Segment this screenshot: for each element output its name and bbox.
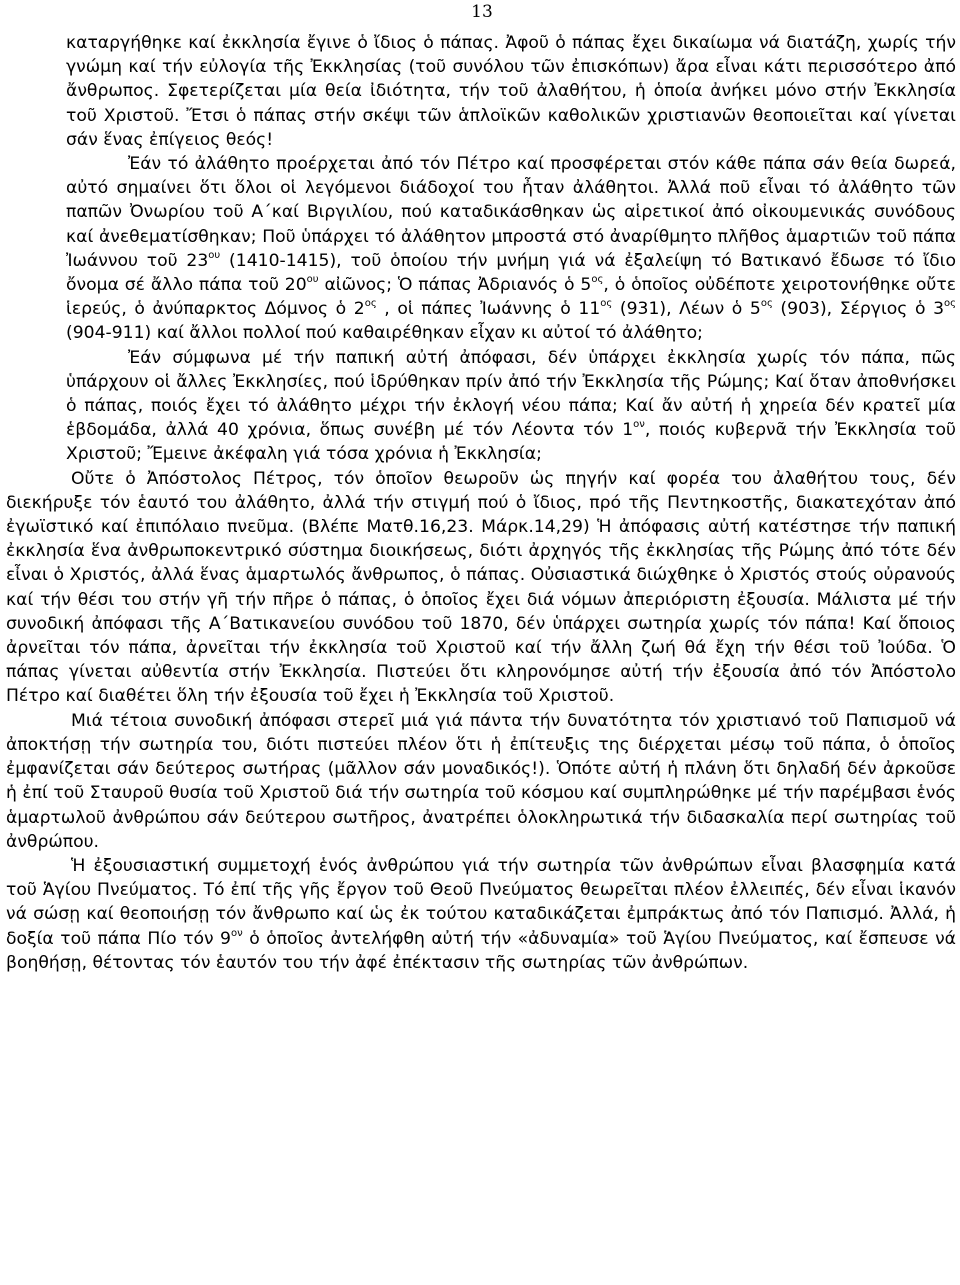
paragraph-6 (6, 854, 956, 975)
paragraph-3 (66, 346, 956, 467)
ordinal-superscript: ου (306, 274, 319, 286)
paragraph-2-text: , ὁ ὁποῖος οὐδέποτε χειροτονήθηκε οὔτε ἱερεύς, ὁ ἀνύπαρκτος Δόμνος ὁ 2 (66, 275, 957, 320)
ordinal-superscript: ον (231, 927, 243, 939)
ordinal-superscript: ος (364, 298, 377, 310)
paragraph-4 (6, 467, 956, 709)
paragraph-2-text: αἰῶνος; Ὁ πάπας Ἀδριανός ὁ 5 (318, 275, 592, 296)
paragraph-5 (6, 709, 956, 854)
document-body (6, 31, 956, 975)
paragraph-3-text: Ἐάν σύμφωνα μέ τήν παπική αὐτή ἀπόφασι, δέν ὑπάρχει ἐκκλησία χωρίς τόν πάπα, πῶς ὑπάρχουν οἱ ἄλλες Ἐκκλησίες, πού ἱδρύθηκαν πρίν ἀπό τήν Ἐκκλησία τῆς Ρώμης; Καί ὅταν ἀποθνήσκει ὁ πάπας, ποιός ἔχει τό ἀλάθητο μέχρι τήν ἐκλογή νέου πάπα; Καί ἄν αὐτή ἡ χηρεία δέν κρατεῖ μία ἑβδομάδα, ἀλλά 40 χρόνια, ὅπως συνέβη μέ τόν Λέοντα τόν 1 (66, 347, 956, 441)
paragraph-1-text: καταργήθηκε καί ἐκκλησία ἔγινε ὁ ἴδιος ὁ πάπας. Ἀφοῦ ὁ πάπας ἔχει δικαίωμα νά διατάζη, χωρίς τήν γνώμη καί τήν εὐλογία τῆς Ἐκκλησίας (τοῦ συνόλου τῶν ἐπισκόπων) ἄρα εἶναι κάτι περισσότερο ἀπό ἄνθρωπος. Σφετερίζεται μία θεία ἰδιότητα, τήν τοῦ ἀλαθήτου, ἡ ὁποία ἀνήκει μόνο στήν Ἐκκλησία τοῦ Χριστοῦ. Ἔτσι ὁ πάπας στήν σκέψι τῶν ἁπλοϊκῶν καθολικῶν χριστιανῶν θεοποιεῖται καί γίνεται σάν ἕνας ἐπίγειος θεός! (66, 33, 956, 150)
paragraph-2-text: (904-911) καί ἄλλοι πολλοί πού καθαιρέθηκαν εἶχαν κι αὐτοί τό ἀλάθητο; (66, 323, 703, 344)
ordinal-superscript: ος (600, 298, 613, 310)
paragraph-5-text: Μιά τέτοια συνοδική ἀπόφασι στερεῖ μιά γιά πάντα τήν δυνατότητα τόν χριστιανό τοῦ Παπισμοῦ νά ἀποκτήσῃ τήν σωτηρία του, διότι πιστεύει πλέον ὅτι ἡ ἐπίτευξις της διέρχεται μέσῳ τοῦ πάπα, ὁ ὁποῖος ἐμφανίζεται σάν δεύτερος σωτήρας (μᾶλλον σάν μοναδικός!). Ὁπότε αὐτή ἡ πλάνη ὅτι δηλαδή δέν ἀρκοῦσε ἡ ἐπί τοῦ Σταυροῦ θυσία τοῦ Χριστοῦ διά τήν σωτηρία τοῦ κόσμου καί συμπληρώθηκε μέ τήν παρέμβασι ἑνός ἁμαρτωλοῦ ἀνθρώπου σάν δεύτερου σωτῆρος, ἀνατρέπει ὁλοκληρωτικά τήν διδασκαλία περί σωτηρίας τοῦ ἀνθρώπου. (6, 710, 956, 852)
paragraph-2-text: Ἐάν τό ἀλάθητο προέρχεται ἀπό τόν Πέτρο καί προσφέρεται στόν κάθε πάπα σάν θεία δωρεά, αὐτό σημαίνει ὅτι ὅλοι οἱ λεγόμενοι διάδοχοί του ἦταν ἀλάθητοι. Ἀλλά ποῦ εἶναι τό ἀλάθητο τῶν παπῶν Ὀνωρίου τοῦ Α΄καί Βιργιλίου, πού καταδικάσθηκαν ὡς αἱρετικοί ἀπό οἰκουμενικάς συνόδους καί ἀνεθεματίσθηκαν; Ποῦ ὑπάρχει τό ἀλάθητον μπροστά στό ἀναρίθμητο πλῆθος ἁμαρτιῶν τοῦ πάπα Ἰωάννου τοῦ 23 (66, 154, 956, 271)
paragraph-2-text: , οἱ πάπες Ἰωάννης ὁ 11 (376, 299, 601, 320)
paragraph-2-text: (903), Σέργιος ὁ 3 (772, 299, 944, 320)
ordinal-superscript: ος (944, 298, 956, 310)
ordinal-superscript: ον (633, 419, 645, 431)
paragraph-1 (66, 31, 956, 152)
paragraph-6-text: Ἡ ἐξουσιαστική συμμετοχή ἑνός ἀνθρώπου γιά τήν σωτηρία τῶν ἀνθρώπων εἶναι βλασφημία κατά τοῦ Ἁγίου Πνεύματος. Τό ἐπί τῆς γῆς ἔργον τοῦ Θεοῦ Πνεύματος θεωρεῖται πλέον ἐλλειπές, δέν εἶναι ἱκανόν νά σώσῃ καί θεοποιήσῃ τόν ἄνθρωπο καί ὡς ἐκ τούτου καταδικάζεται ἐμπράκτως ἀπό τόν Παπισμό. Ἀλλά, ἡ δοξία τοῦ πάπα Πίο τόν 9 (6, 855, 956, 949)
paragraph-2-text: (931), Λέων ὁ 5 (612, 299, 761, 320)
paragraph-3-text: , ποιός κυβερνᾶ τήν Ἐκκλησία τοῦ Χριστοῦ; Ἔμεινε ἀκέφαλη γιά τόσα χρόνια ἡ Ἐκκλησία; (66, 420, 956, 465)
paragraph-2 (66, 152, 956, 346)
ordinal-superscript: ου (208, 249, 221, 261)
paragraph-6-text: ὁ ὁποῖος ἀντελήφθη αὐτή τήν «ἀδυναμία» τοῦ Ἁγίου Πνεύματος, καί ἔσπευσε νά βοηθήσῃ, θέτοντας τόν ἑαυτόν του τήν ἀφέ ἐπέκτασιν τῆς σωτηρίας τῶν ἀνθρώπων. (6, 928, 956, 973)
ordinal-superscript: ος (591, 274, 604, 286)
page-number: 13 (471, 2, 493, 22)
paragraph-2-text: (1410-1415), τοῦ ὁποίου τήν μνήμη γιά νά ἐξαλείψη τό Βατικανό ἔδωσε τό ἴδιο ὄνομα σέ ἄλλο πάπα τοῦ 20 (66, 250, 956, 296)
paragraph-4-text: Οὔτε ὁ Ἀπόστολος Πέτρος, τόν ὁποῖον θεωροῦν ὡς πηγήν καί φορέα του ἀλαθήτου τους, δέν διεκήρυξε τόν ἑαυτό του ἀλάθητο, ἀλλά τήν στιγμή πού ὁ ἴδιος, πρό τῆς Πεντηκοστῆς, διακατεχόταν ἀπό ἐγωϊστικό καί ἐπιπόλαιο πνεῦμα. (Βλέπε Ματθ.16,23. Μάρκ.14,29) Ἡ ἀπόφασις αὐτή κατέστησε τήν παπική ἐκκλησία ἕνα ἀνθρωποκεντρικό σύστημα διοικήσεως, διότι ἀρχηγός τῆς ἐκκλησίας τῆς Ρώμης ἀπό τότε δέν εἶναι ὁ Χριστός, ἀλλά ἕνας ἁμαρτωλός ἄνθρωπος, ὁ πάπας. Οὐσιαστικά διώχθηκε ὁ Χριστός στούς οὐρανούς καί τήν θέσι του στήν γῆ τήν πῆρε ὁ πάπας, ὁ ὁποῖος ἔχει διά νόμων ἀπεριόριστη ἐξουσία. Μάλιστα μέ τήν συνοδική ἀπόφασι τῆς Α΄Βατικανείου συνόδου τοῦ 1870, δέν ὑπάρχει σωτηρία χωρίς τόν πάπα! Καί ὅποιος ἀρνεῖται τόν πάπα, ἀρνεῖται τήν ἐκκλησία τοῦ Χριστοῦ καί τήν ἄλλη ζωή θά ἔχη τήν θέσι τοῦ Ἰούδα. Ὁ πάπας γίνεται αὐθεντία στήν Ἐκκλησία. Πιστεύει ὅτι κληρονόμησε αὐτή τήν ἐξουσία ἀπό τόν Ἀπόστολο Πέτρο καί διαθέτει ὅλη τήν ἐξουσία τοῦ ἔχει ἡ Ἐκκλησία τοῦ Χριστοῦ. (6, 468, 956, 707)
ordinal-superscript: ος (760, 298, 773, 310)
